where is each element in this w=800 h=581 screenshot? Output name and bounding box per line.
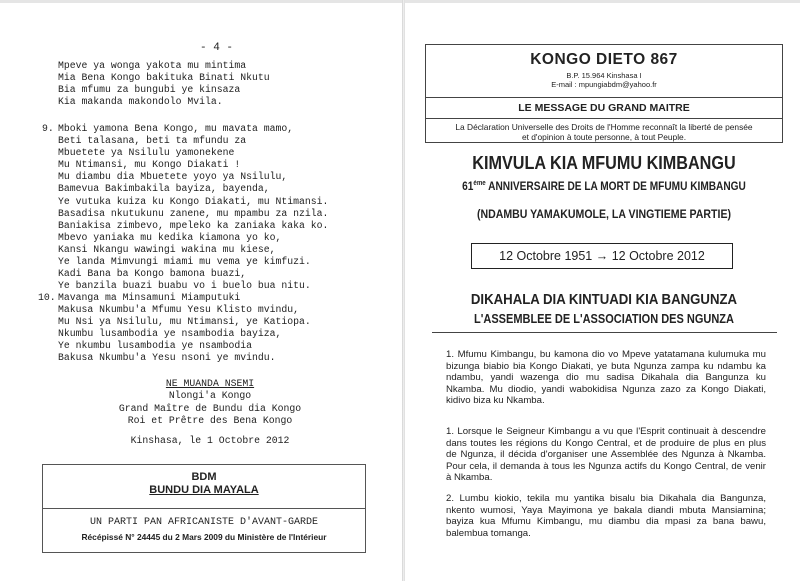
verse-line: Ye nkumbu lusambodia ye nsambodia: [58, 340, 253, 352]
bdm-party-box: [42, 464, 366, 553]
bdm-acronym: BDM: [191, 471, 217, 483]
verse-line: Nkumbu lusambodia ye nsambodia bayiza,: [58, 328, 282, 340]
paragraph-1-kikongo: 1. Mfumu Kimbangu, bu kamona dio vo Mpeve yatatamana kulumuka mu bizunga biabio bia Kongo Diakati, ye buta Ngunza zampa ku ndambu ka ndambu, yandi wazenga dio mu sadisa Dikahala dia Bangunza ku Nkamba. Mu diodio, yandi wabokidisa Ngunza zazo za Kongo Diakati, kidivo biza ku Nkamba.: [446, 349, 766, 406]
message-title: LE MESSAGE DU GRAND MAITRE: [518, 102, 690, 114]
bdm-slogan: UN PARTI PAN AFRICANISTE D'AVANT-GARDE: [89, 517, 319, 528]
verse-line: Mpeve ya wonga yakota mu mintima: [58, 60, 247, 71]
verse-line: Ye vutuka kuiza ku Kongo Diakati, mu Ntimansi.: [58, 195, 329, 207]
stanza-top: [58, 60, 270, 108]
main-title: KIMVULA KIA MFUMU KIMBANGU: [472, 153, 736, 173]
declaration: La Déclaration Universelle des Droits de l'Homme reconnaît la liberté de pensée et d'opinion à toute personne, à tout Peuple.: [455, 122, 753, 142]
signature-role: Roi et Prêtre des Bena Kongo: [127, 414, 293, 426]
verse-line: Ye landa Mimvungi miami mu vema ye kimfuzi.: [58, 256, 311, 268]
masthead-bp: B.P. 15.964 Kinshasa I: [566, 71, 642, 80]
bdm-header: [43, 465, 365, 509]
verse-line: Mbuetete ya Nsilulu yamonekene: [58, 147, 235, 159]
paragraph-2-kikongo: 2. Lumbu kiokio, tekila mu yantika bisalu bia Dikahala dia Bangunza, nkento wumosi, Yaya Mayimona ye bakala diandi mbuta Mansiamina; bayiza kua Mfumu Kimbangu, mu diambu dia mpasi za bana bawu, balembua tomanga.: [446, 493, 766, 539]
anniversary-line: [446, 180, 761, 193]
verse-line: Mu diambu dia Mbuetete yoyo ya Nsilulu,: [58, 171, 288, 183]
verse-line: Makusa Nkumbu'a Mfumu Yesu Klisto mvindu,: [58, 304, 300, 316]
verse-line: Mia Bena Kongo bakituka Binati Nkutu: [58, 72, 270, 84]
masthead-divider: [426, 118, 782, 119]
verse-line: Mavanga ma Minsamuni Miamputuki: [58, 292, 241, 303]
verse-line: Ye banzila buazi buabu vo i buelo bua nitu.: [58, 280, 311, 292]
verse-line: Beti talasana, beti ta mfundu za: [58, 135, 247, 147]
bdm-name: BUNDU DIA MAYALA: [149, 484, 259, 496]
stanza-number: 10.: [38, 292, 56, 303]
masthead-box: [425, 44, 783, 143]
verse-line: Mbevo yaniaka mu kedika kiamona yo ko,: [58, 231, 282, 243]
date-range: 12 Octobre 1951 → 12 Octobre 2012: [499, 249, 705, 263]
signature-name: Nlongi'a Kongo: [168, 390, 252, 402]
verse-line: Kia makanda makondolo Mvila.: [58, 96, 223, 108]
subtitle: (NDAMBU YAMAKUMOLE, LA VINGTIEME PARTIE): [476, 207, 732, 221]
verse-line: Bakusa Nkumbu'a Yesu nsoni ye mvindu.: [58, 352, 276, 364]
verse-line: Mboki yamona Bena Kongo, mu mavata mamo,: [58, 123, 294, 134]
paragraph-1-french: 1. Lorsque le Seigneur Kimbangu a vu que l'Esprit continuait à descendre dans toutes les régions du Kongo Central, et de produire de plus en plus de Ngunza, il décida d'organiser une Assemblée des Ngunza à Nkamba. Pour cela, il demanda à tous les Ngunza actifs du Kongo Central, de venir à Nkamba.: [446, 426, 766, 483]
section-title: DIKAHALA DIA KINTUADI KIA BANGUNZA: [470, 291, 738, 308]
signature-date: Kinshasa, le 1 Octobre 2012: [130, 435, 290, 447]
verse-line: Bamevua Bakimbakila bayiza, bayenda,: [58, 183, 270, 195]
signature-role: Grand Maître de Bundu dia Kongo: [118, 402, 302, 414]
signature-title: NE MUANDA NSEMI: [165, 378, 255, 389]
anniversary-number: 61: [462, 180, 474, 193]
stanza-10: [38, 292, 311, 365]
masthead-email: E-mail : mpungiabdm@yahoo.fr: [551, 80, 657, 89]
page-number: - 4 -: [200, 42, 234, 54]
section-subtitle: L'ASSEMBLEE DE L'ASSOCIATION DES NGUNZA: [474, 312, 734, 326]
verse-line: Bia mfumu za bungubi ye kinsaza: [58, 84, 241, 96]
verse-line: Kansi Nkangu wawingi wakina mu kiese,: [58, 243, 276, 255]
signature-block: [60, 378, 360, 447]
stanza-number: 9.: [42, 123, 54, 134]
anniversary-text: ANNIVERSAIRE DE LA MORT DE MFUMU KIMBANGU: [485, 180, 746, 193]
masthead-title: KONGO DIETO 867: [530, 51, 678, 68]
bdm-receipt: Récépissé N° 24445 du 2 Mars 2009 du Ministère de l'Intérieur: [81, 532, 327, 542]
masthead-divider: [426, 97, 782, 98]
date-range-box: [471, 243, 733, 269]
verse-line: Mu Ntimansi, mu Kongo Diakati !: [58, 159, 241, 171]
stanza-9: [42, 123, 329, 292]
verse-line: Mu Nsi ya Nsilulu, mu Ntimansi, ye Katiopa.: [58, 316, 311, 328]
page-top-edge: [0, 0, 800, 3]
section-divider: [432, 332, 777, 333]
verse-line: Kadi Bana ba Kongo bamona buazi,: [58, 268, 247, 280]
verse-line: Baniakisa zimbevo, mpeleko ka zaniaka kaka ko.: [58, 219, 329, 231]
page-fold: [402, 0, 405, 581]
anniversary-superscript: ème: [473, 180, 486, 187]
verse-line: Basadisa nkutukunu zanene, mu mpambu za nzila.: [58, 207, 329, 219]
